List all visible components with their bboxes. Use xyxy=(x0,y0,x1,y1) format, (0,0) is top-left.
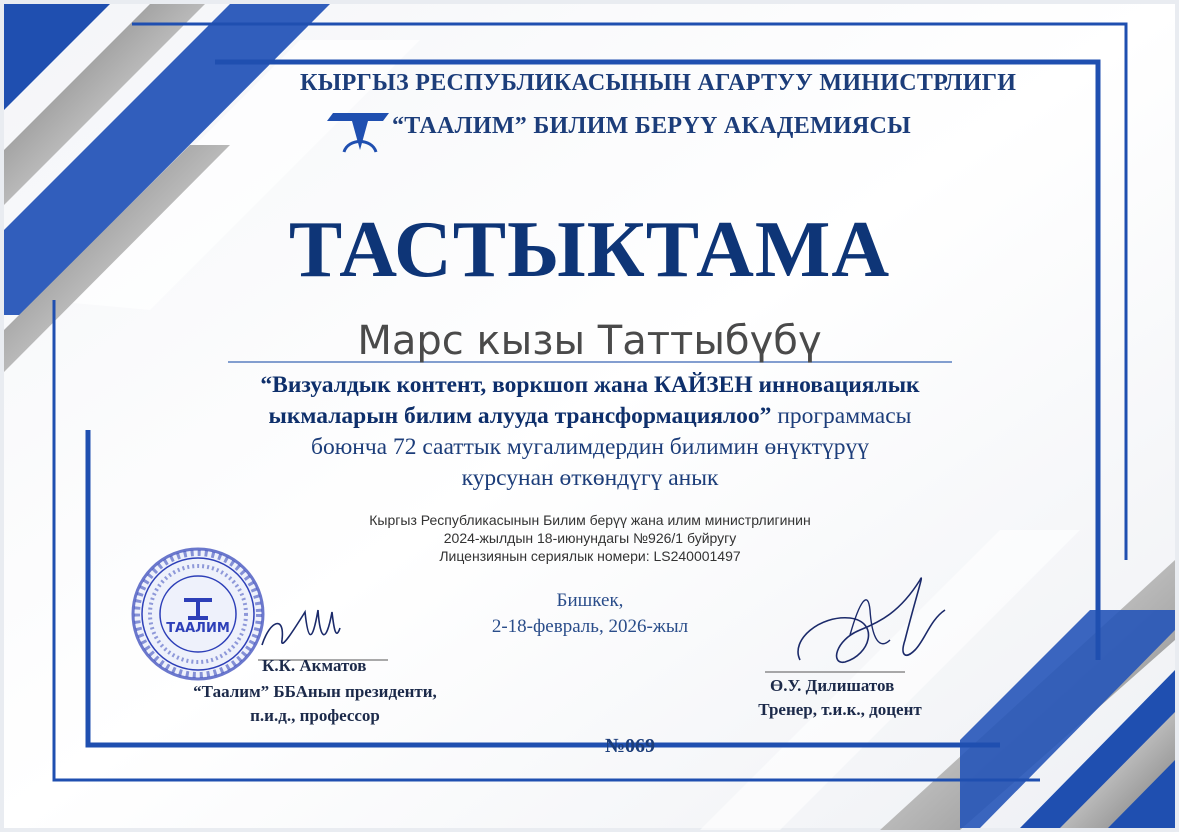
signatory-left-name: К.К. Акматов xyxy=(262,656,367,675)
ministry-heading: КЫРГЫЗ РЕСПУБЛИКАСЫНЫН АГАРТУУ МИНИСТРЛИГИ xyxy=(300,70,1017,96)
course-dates: 2-18-февраль, 2026-жыл xyxy=(491,616,689,637)
svg-text:ТААЛИМ: ТААЛИМ xyxy=(166,621,230,636)
program-suffix: программасы xyxy=(771,403,912,429)
recipient-name: Марс кызы Таттыбүбү xyxy=(357,318,822,364)
program-completion-line: курсунан өткөндүгү анык xyxy=(461,465,719,491)
place-and-date xyxy=(430,588,750,640)
license-line: Лицензиянын сериялык номери: LS240001497 xyxy=(439,548,741,564)
certificate-number: №069 xyxy=(604,735,656,757)
signatory-left-title: “Таалим” ББАнын президенти, xyxy=(193,682,437,701)
city: Бишкек, xyxy=(556,590,624,611)
signatory-left-role xyxy=(150,680,480,728)
academy-heading: “ТААЛИМ” БИЛИМ БЕРҮҮ АКАДЕМИЯСЫ xyxy=(392,113,912,139)
order-reference xyxy=(230,511,950,565)
signatory-right-role: Тренер, т.и.к., доцент xyxy=(758,700,922,719)
certificate-title: ТАСТЫКТАМА xyxy=(288,206,891,294)
signatory-right-name: Ө.У. Дилишатов xyxy=(770,676,895,695)
signatory-left-degree: п.и.д., профессор xyxy=(250,706,380,725)
academy-stamp xyxy=(133,549,263,679)
program-description xyxy=(150,370,1030,494)
program-title-line1: “Визуалдык контент, воркшоп жана КАЙЗЕН инновациялык xyxy=(260,372,920,398)
order-line: Кыргыз Республикасынын Билим берүү жана илим министрлигинин xyxy=(369,512,811,528)
order-line: 2024-жылдын 18-июнундагы №926/1 буйругу xyxy=(443,530,737,546)
program-hours-line: боюнча 72 сааттык мугалимдердин билимин өнүктүрүү xyxy=(311,434,869,460)
program-title-line2: ыкмаларын билим алууда трансформациялоо” xyxy=(268,403,772,429)
